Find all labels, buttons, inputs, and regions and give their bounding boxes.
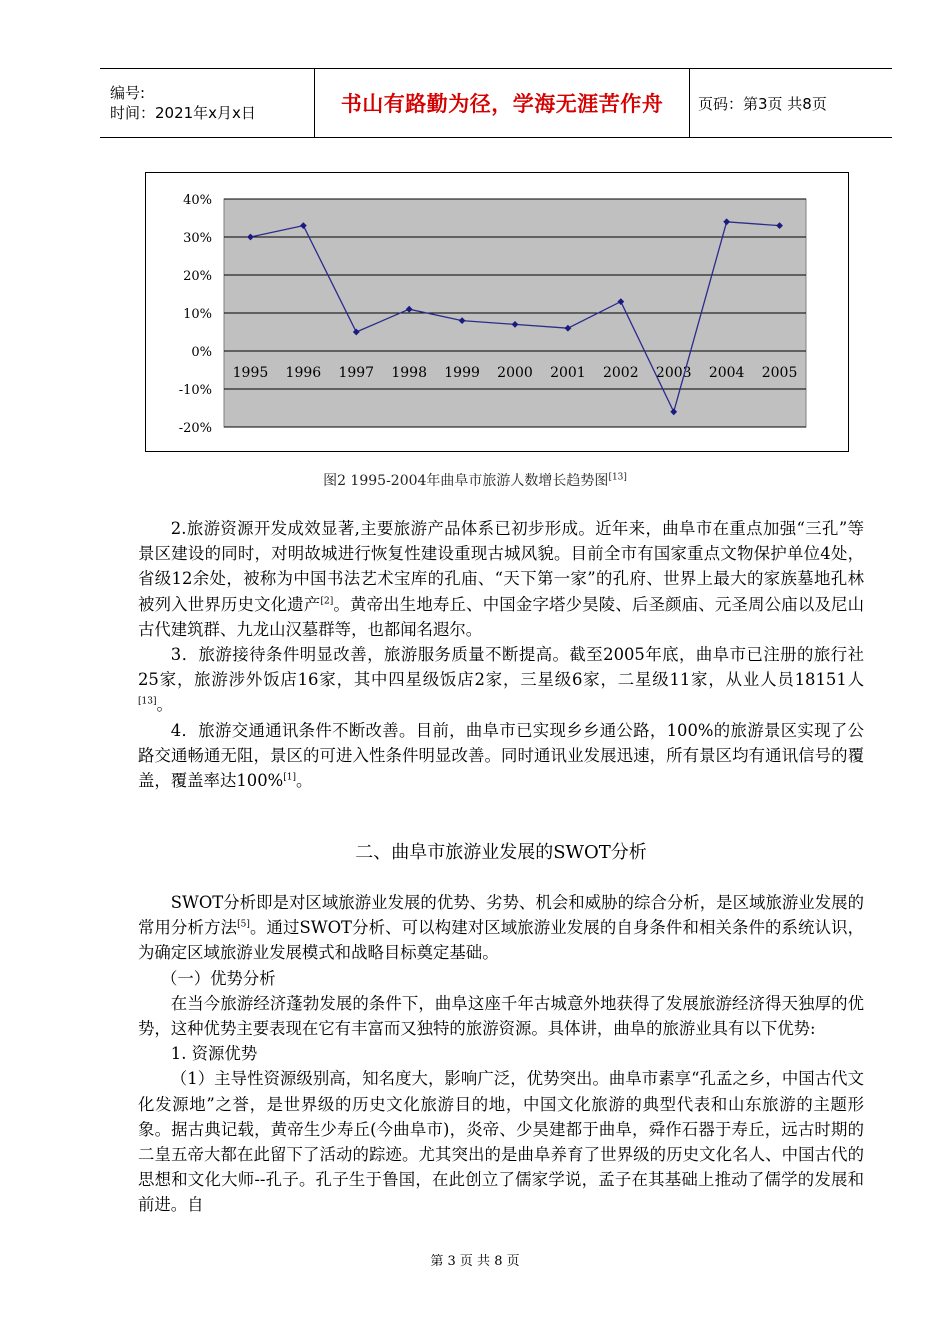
- x-tick-label: 2001: [550, 365, 586, 381]
- p3-text-a: 4．旅游交通通讯条件不断改善。目前，曲阜市已实现乡乡通公路，100%的旅游景区实现了公路交通畅通无阻，景区的可进入性条件明显改善。同时通讯业发展迅速，所有景区均有通讯信号的覆盖，覆盖率达100%: [138, 720, 864, 791]
- growth-chart: [145, 172, 849, 452]
- y-tick-label: 20%: [183, 269, 212, 284]
- x-tick-label: 1999: [444, 365, 480, 381]
- code-label: 编号:: [110, 84, 146, 102]
- subheading-resources: 1. 资源优势: [170, 1044, 258, 1064]
- motto-text: 书山有路勤为径，学海无涯苦作舟: [340, 92, 664, 116]
- header-motto: [314, 69, 690, 137]
- x-tick-label: 2004: [708, 365, 745, 381]
- x-tick-label: 2005: [761, 365, 798, 381]
- paragraph-swot: [138, 890, 864, 966]
- p4-text-b: 。通过SWOT分析、可以构建对区域旅游业发展的自身条件和相关条件的系统认识，为确定区域旅游业发展模式和战略目标奠定基础。: [138, 918, 864, 963]
- paragraph-main-resources: （1）主导性资源级别高，知名度大，影响广泛，优势突出。曲阜市素享“孔孟之乡，中国古代文化发源地”之誉，是世界级的历史文化旅游目的地，中国文化旅游的典型代表和山东旅游的主题形象。据古典记载，黄帝生少寿丘(今曲阜市)，炎帝、少昊建都于曲阜，舜作石器于寿丘，远古时期的二皇五帝大都在此留下了活动的踪迹。尤其突出的是曲阜养育了世界级的历史文化名人、中国古代的思想和文化大师--孔子。孔子生于鲁国，在此创立了儒家学说，孟子在其基础上推动了儒学的发展和前进。自: [138, 1069, 864, 1215]
- p4-ref: [5]: [237, 919, 250, 930]
- p3-text-b: 。: [295, 771, 313, 791]
- page-label: 页码：第3页 共8页: [698, 94, 827, 113]
- paragraph-reception: [138, 642, 864, 718]
- x-tick-label: 1995: [232, 365, 269, 381]
- p2-text-b: 。: [156, 695, 173, 715]
- subheading-advantages: （一）优势分析: [160, 968, 276, 988]
- y-tick-label: 30%: [183, 231, 212, 246]
- caption-text: 图2 1995-2004年曲阜市旅游人数增长趋势图: [323, 473, 609, 489]
- p1-text-a: 2.旅游资源开发成效显著,主要旅游产品体系已初步形成。近年来，曲阜市在重点加强“三孔”等景区建设的同时，对明故城进行恢复性建设重现古城风貌。目前全市有国家重点文物保护单位4处，省级12余处，被称为中国书法艺术宝库的孔庙、“天下第一家”的孔府、世界上最大的家族墓地孔林被列入世界历史文化遗产: [138, 519, 864, 614]
- paragraph-advantages: 在当今旅游经济蓬勃发展的条件下，曲阜这座千年古城意外地获得了发展旅游经济得天独厚的优势，这种优势主要表现在它有丰富而又独特的旅游资源。具体讲，曲阜的旅游业具有以下优势:: [138, 993, 864, 1039]
- paragraph-transport: [138, 718, 864, 794]
- p3-ref: [1]: [283, 772, 296, 783]
- body-block-2: [138, 890, 864, 1218]
- page-header: [100, 68, 892, 138]
- page-footer: 第 3 页 共 8 页: [430, 1254, 520, 1269]
- x-tick-label: 1998: [391, 365, 428, 381]
- body-block-1: [138, 516, 864, 793]
- x-tick-label: 1996: [285, 365, 322, 381]
- chart-svg: [146, 173, 848, 451]
- paragraph-tourism-resources: [138, 516, 864, 642]
- section-title: 二、曲阜市旅游业发展的SWOT分析: [355, 842, 647, 863]
- x-tick-label: 2003: [655, 365, 692, 381]
- p2-text-a: 3．旅游接待条件明显改善，旅游服务质量不断提高。截至2005年底，曲阜市已注册的旅行社25家，旅游涉外饭店16家，其中四星级饭店2家，三星级6家，二星级11家，从业人员18151人: [138, 645, 864, 690]
- x-tick-label: 2002: [602, 365, 639, 381]
- x-tick-label: 2000: [497, 365, 533, 381]
- y-tick-label: 0%: [191, 345, 212, 360]
- p4-text-a: SWOT分析即是对区域旅游业发展的优势、劣势、机会和威胁的综合分析，是区域旅游业发展的常用分析方法: [138, 893, 864, 938]
- section-heading-block: [138, 840, 864, 865]
- p1-text-b: 。黄帝出生地寿丘、中国金字塔少昊陵、后圣颜庙、元圣周公庙以及尼山古代建筑群、九龙山汉墓群等，也都闻名遐尔。: [138, 594, 865, 639]
- figure-caption: [0, 470, 950, 490]
- y-tick-label: -10%: [178, 383, 212, 398]
- y-tick-label: 40%: [183, 193, 212, 208]
- p1-ref: [2]: [320, 596, 334, 607]
- header-page: [690, 69, 892, 137]
- y-tick-label: -20%: [178, 421, 212, 436]
- y-tick-label: 10%: [183, 307, 212, 322]
- p2-ref: [13]: [138, 696, 157, 707]
- time-label: 时间：2021年x月x日: [110, 104, 256, 122]
- x-tick-label: 1997: [338, 365, 375, 381]
- caption-ref: [13]: [608, 472, 627, 483]
- header-meta: [100, 69, 314, 137]
